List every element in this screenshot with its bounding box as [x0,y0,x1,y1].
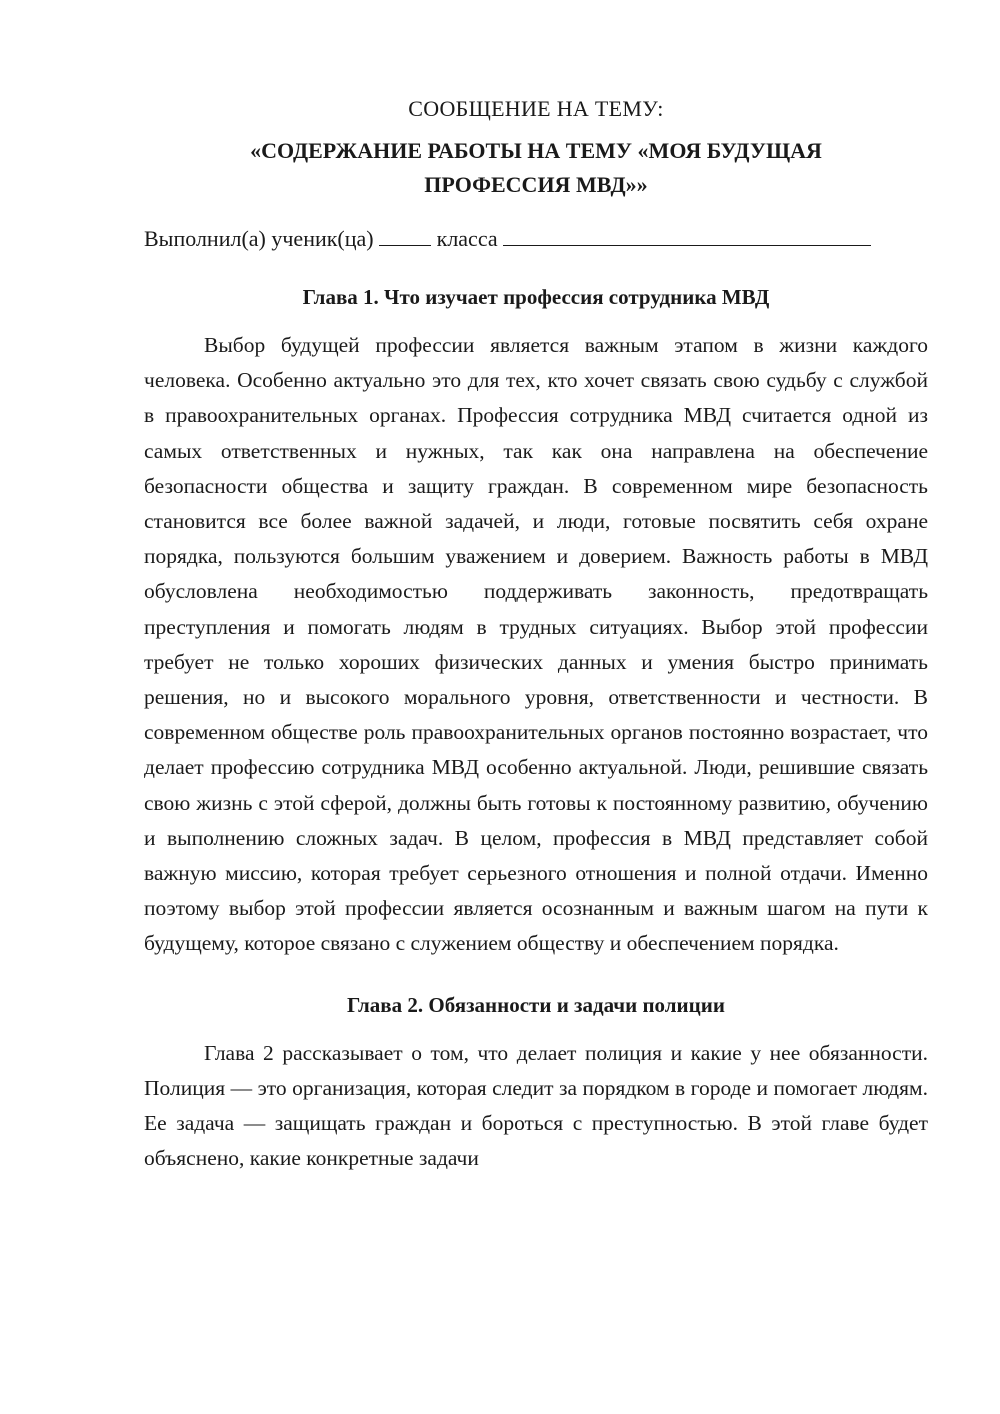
document-page [144,92,928,1176]
document-main-title: «СОДЕРЖАНИЕ РАБОТЫ НА ТЕМУ «МОЯ БУДУЩАЯ ПРОФЕССИЯ МВД»» [250,138,822,197]
author-line [144,222,928,256]
chapter-1-title: Глава 1. Что изучает профессия сотрудника МВД [302,285,770,309]
chapter-1-paragraph: Выбор будущей профессии является важным этапом в жизни каждого человека. Особенно актуально это для тех, кто хочет связать свою судьбу с службой в правоохранительных органах. Профессия сотрудника МВД считается одной из самых ответственных и нужных, так как она направлена на обеспечение безопасности общества и защиту граждан. В современном мире безопасность становится все более важной задачей, и люди, готовые посвятить себя охране порядка, пользуются большим уважением и доверием. Важность работы в МВД обусловлена необходимостью поддерживать законность, предотвращать преступления и помогать людям в трудных ситуациях. Выбор этой профессии требует не только хороших физических данных и умения быстро принимать решения, но и высокого морального уровня, ответственности и честности. В современном обществе роль правоохранительных органов постоянно возрастает, что делает профессию сотрудника МВД особенно актуальной. Люди, решившие связать свою жизнь с этой сферой, должны быть готовы к постоянному развитию, обучению и выполнению сложных задач. В целом, профессия в МВД представляет собой важную миссию, которая требует серьезного отношения и полной отдачи. Именно поэтому выбор этой профессии является осознанным и важным шагом на пути к будущему, которое связано с служением обществу и обеспечением порядка. [144,333,928,956]
author-line-prefix: Выполнил(а) ученик(ца) [144,226,374,251]
student-name-blank [503,223,871,246]
class-number-blank [379,223,431,246]
author-line-middle: класса [436,226,498,251]
chapter-2-paragraph: Глава 2 рассказывает о том, что делает полиция и какие у нее обязанности. Полиция — это организация, которая следит за порядком в городе и помогает людям. Ее задача — защищать граждан и бороться с преступностью. В этой главе будет объяснено, какие конкретные задачи [144,1040,928,1171]
document-pre-title: СООБЩЕНИЕ НА ТЕМУ: [408,96,664,121]
chapter-2-title: Глава 2. Обязанности и задачи полиции [347,992,725,1017]
